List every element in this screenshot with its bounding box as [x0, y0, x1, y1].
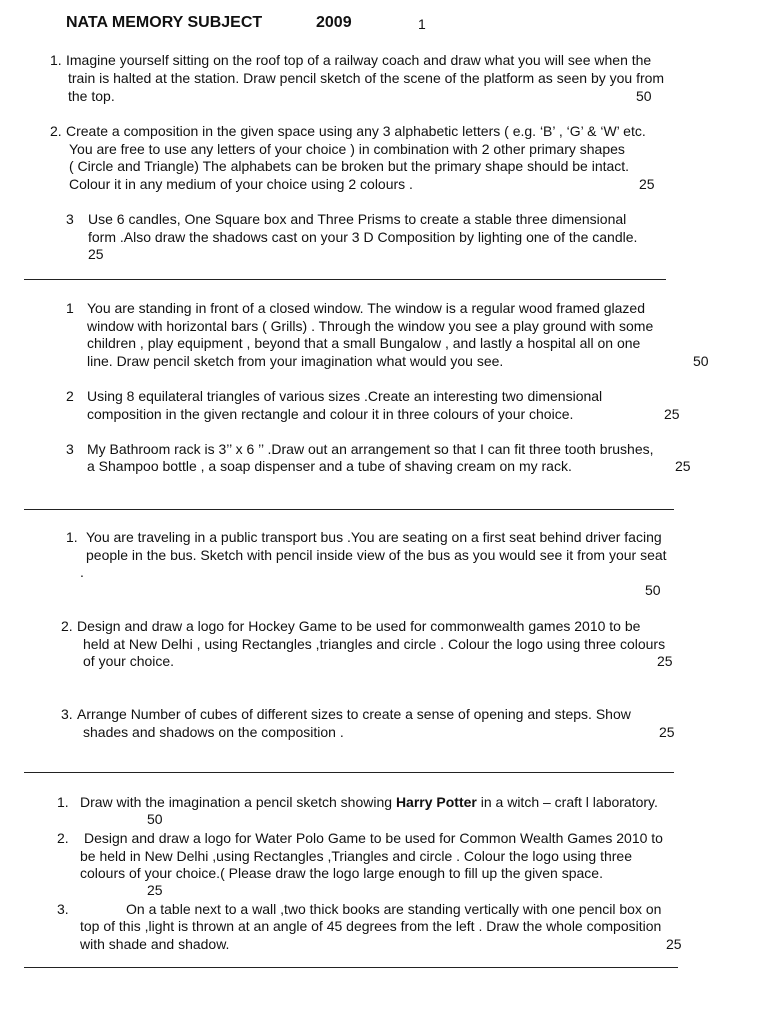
question-number: 3.	[57, 901, 69, 917]
question-line: children , play equipment , beyond that a small Bungalow , and lastly a hospital all on one	[87, 335, 641, 351]
section-divider	[24, 509, 674, 510]
section-divider	[24, 772, 674, 773]
question-line: form .Also draw the shadows cast on your 3 D Composition by lighting one of the candle.	[88, 229, 638, 245]
question-line: You are free to use any letters of your choice ) in combination with 2 other primary shapes	[69, 141, 625, 157]
question-line: You are traveling in a public transport bus .You are seating on a first seat behind driver facing	[86, 529, 662, 545]
question-number: 2.	[61, 618, 73, 634]
question-line	[80, 794, 658, 811]
question-line: top of this ,light is thrown at an angle of 45 degrees from the left . Draw the whole composition	[80, 918, 662, 934]
question-line: window with horizontal bars ( Grills) . Through the window you see a play ground with some	[87, 318, 654, 334]
question-line: held at New Delhi , using Rectangles ,triangles and circle . Colour the logo using three colours	[83, 636, 666, 652]
question-number: 2.	[50, 123, 62, 139]
question-marks: 25	[659, 724, 675, 740]
question-line: of your choice.	[83, 653, 175, 669]
question-line: You are standing in front of a closed window. The window is a regular wood framed glazed	[87, 300, 646, 316]
question-marks: 50	[693, 353, 709, 369]
question-number: 1.	[66, 529, 78, 545]
question-number: 3	[66, 211, 74, 227]
question-marks: 50	[645, 582, 661, 598]
question-number: 3	[66, 441, 74, 457]
question-line: the top.	[68, 88, 115, 104]
question-marks: 25	[664, 406, 680, 422]
question-text: Draw with the imagination a pencil sketch showing	[80, 794, 393, 810]
question-line: with shade and shadow.	[80, 936, 230, 952]
question-line: Create a composition in the given space using any 3 alphabetic letters ( e.g. ‘B’ , ‘G’ & ‘W’ etc.	[66, 123, 646, 139]
question-marks: 50	[147, 811, 163, 827]
question-marks: 25	[666, 936, 682, 952]
question-number: 3.	[61, 706, 73, 722]
question-line: Use 6 candles, One Square box and Three Prisms to create a stable three dimensional	[88, 211, 627, 227]
question-line: a Shampoo bottle , a soap dispenser and a tube of shaving cream on my rack.	[87, 458, 572, 474]
question-line: shades and shadows on the composition .	[83, 724, 344, 740]
question-line: My Bathroom rack is 3’’ x 6 ’’ .Draw out an arrangement so that I can fit three tooth brushes,	[87, 441, 654, 457]
page-number: 1	[418, 16, 426, 32]
question-marks: 25	[675, 458, 691, 474]
question-line: On a table next to a wall ,two thick books are standing vertically with one pencil box on	[126, 901, 662, 917]
question-line: be held in New Delhi ,using Rectangles ,Triangles and circle . Colour the logo using three	[80, 848, 633, 864]
exam-year: 2009	[316, 14, 352, 31]
question-number: 2.	[57, 830, 69, 846]
question-number: 2	[66, 388, 74, 404]
question-line: Design and draw a logo for Water Polo Game to be used for Common Wealth Games 2010 to	[84, 830, 663, 846]
question-number: 1.	[57, 794, 69, 810]
section-divider	[24, 279, 666, 280]
question-line: Imagine yourself sitting on the roof top of a railway coach and draw what you will see when the	[66, 52, 652, 68]
section-divider	[24, 967, 678, 968]
question-line: people in the bus. Sketch with pencil inside view of the bus as you would see it from your seat	[86, 547, 667, 563]
question-line: colours of your choice.( Please draw the logo large enough to fill up the given space.	[80, 865, 603, 881]
question-line: Design and draw a logo for Hockey Game to be used for commonwealth games 2010 to be	[77, 618, 641, 634]
question-line: .	[80, 564, 84, 580]
page-title: NATA MEMORY SUBJECT	[66, 14, 263, 31]
question-line: Colour it in any medium of your choice using 2 colours .	[69, 176, 413, 192]
question-line: Using 8 equilateral triangles of various sizes .Create an interesting two dimensional	[87, 388, 603, 404]
question-marks: 25	[639, 176, 655, 192]
question-marks: 25	[88, 246, 104, 262]
question-marks: 25	[147, 882, 163, 898]
question-line: ( Circle and Triangle) The alphabets can be broken but the primary shape should be intact.	[69, 158, 630, 174]
question-number: 1	[66, 300, 74, 316]
question-line: train is halted at the station. Draw pencil sketch of the scene of the platform as seen by you from	[68, 70, 665, 86]
question-line: line. Draw pencil sketch from your imagination what would you see.	[87, 353, 504, 369]
question-line: composition in the given rectangle and colour it in three colours of your choice.	[87, 406, 574, 422]
question-text: in a witch – craft l laboratory.	[480, 794, 658, 810]
question-number: 1.	[50, 52, 62, 68]
question-marks: 25	[657, 653, 673, 669]
question-emphasis: Harry Potter	[395, 794, 477, 810]
question-line: Arrange Number of cubes of different sizes to create a sense of opening and steps. Show	[77, 706, 631, 722]
question-marks: 50	[636, 88, 652, 104]
